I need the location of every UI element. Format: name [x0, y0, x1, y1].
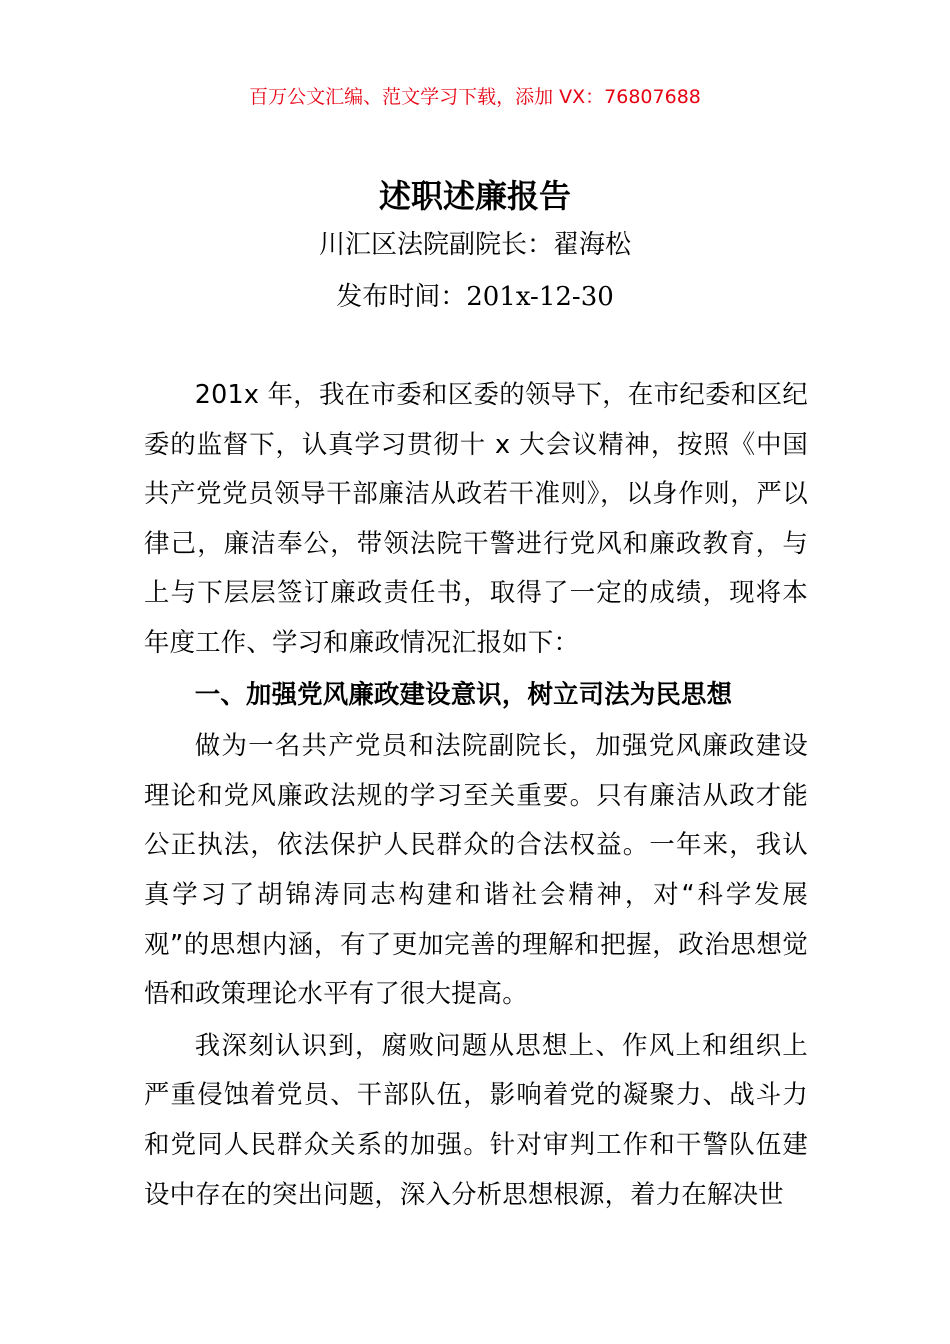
paragraph-section1-b: 我深刻认识到，腐败问题从思想上、作风上和组织上严重侵蚀着党员、干部队伍，影响着党的凝聚力、战斗力和党同人民群众关系的加强。针对审判工作和干警队伍建设中存在的突出问题，深入分析思想根源，着力在解决世: [144, 1029, 808, 1209]
publish-date: [0, 278, 950, 316]
document-author: 川汇区法院副院长：翟海松: [318, 230, 631, 260]
paragraph-section1-a: 做为一名共产党员和法院副院长，加强党风廉政建设理论和党风廉政法规的学习至关重要。只有廉洁从政才能公正执法，依法保护人民群众的合法权益。一年来，我认真学习了胡锦涛同志构建和谐社会精神，对“科学发展观”的思想内涵，有了更加完善的理解和把握，政治思想觉悟和政策理论水平有了很大提高。: [144, 730, 808, 1009]
promo-banner: 百万公文汇编、范文学习下载，添加 VX：76807688: [249, 86, 701, 108]
publish-date-value: 201x-12-30: [466, 282, 614, 312]
document-body: [144, 370, 808, 1219]
document-title: 述职述廉报告: [378, 177, 571, 215]
publish-date-label: 发布时间：: [336, 282, 467, 312]
section-heading-1: 一、加强党风廉政建设意识，树立司法为民思想: [194, 678, 733, 709]
paragraph-intro: 201x 年，我在市委和区委的领导下，在市纪委和区纪委的监督下，认真学习贯彻十 x 大会议精神，按照《中国共产党党员领导干部廉洁从政若干准则》，以身作则，严以律己，廉洁奉公，带领法院干警进行党风和廉政教育，与上与下层层签订廉政责任书，取得了一定的成绩，现将本年度工作、学习和廉政情况汇报如下：: [144, 379, 808, 657]
